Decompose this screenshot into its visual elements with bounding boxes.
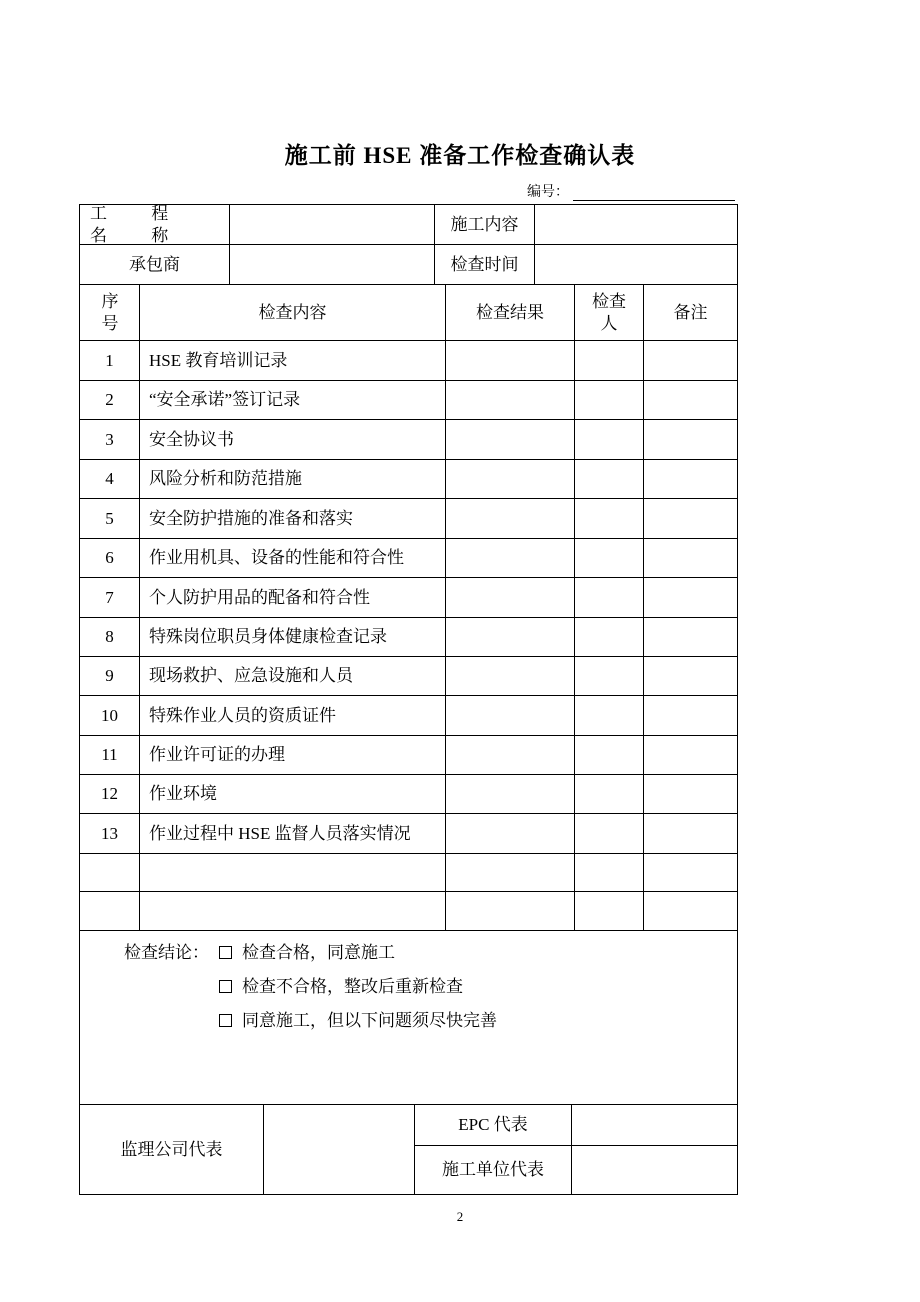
divider <box>79 891 738 892</box>
divider <box>574 284 575 930</box>
item-number: 2 <box>105 390 114 409</box>
column-header-no: 序号 <box>101 291 119 333</box>
item-number: 7 <box>105 587 114 607</box>
project-name-label: 工 程 名 称 <box>90 203 189 245</box>
item-number: 6 <box>105 548 114 567</box>
serial-number-blank[interactable] <box>573 185 735 201</box>
column-header-remarks: 备注 <box>673 302 708 322</box>
contractor-field[interactable] <box>230 245 434 284</box>
item-number: 13 <box>101 823 118 843</box>
item-number: 4 <box>105 469 114 488</box>
serial-number-field <box>527 181 735 201</box>
item-number: 10 <box>101 705 118 725</box>
item-content: 风险分析和防范措施 <box>149 469 302 488</box>
page-number: 2 <box>456 1209 464 1224</box>
item-content: 作业过程中 HSE 监督人员落实情况 <box>149 823 411 843</box>
form-title: 施工前 HSE 准备工作检查确认表 <box>284 143 636 168</box>
item-number: 9 <box>105 666 114 685</box>
item-content: 作业用机具、设备的性能和符合性 <box>149 548 404 567</box>
conclusion-label: 检查结论： <box>124 943 209 962</box>
divider <box>643 284 644 930</box>
item-number: 1 <box>105 350 114 370</box>
serial-number-label: 编号： <box>527 185 569 200</box>
construction-content-field[interactable] <box>535 205 737 244</box>
divider <box>445 284 446 930</box>
construction-content-label: 施工内容 <box>450 214 519 234</box>
project-name-field[interactable] <box>230 205 434 244</box>
supervisor-rep-signature[interactable] <box>264 1105 414 1194</box>
checkbox-icon[interactable] <box>219 946 232 959</box>
item-content: 个人防护用品的配备和符合性 <box>149 587 370 607</box>
conclusion-option-fail[interactable]: 检查不合格，整改后重新检查 <box>219 976 463 998</box>
item-number: 5 <box>105 508 114 528</box>
item-content: “安全承诺”签订记录 <box>149 390 301 409</box>
conclusion-option-pass[interactable]: 检查合格，同意施工 <box>219 942 395 964</box>
item-content: 安全协议书 <box>149 429 234 449</box>
item-number: 8 <box>105 627 114 646</box>
conclusion-option-conditional[interactable]: 同意施工，但以下问题须尽快完善 <box>219 1010 497 1032</box>
divider <box>79 853 738 854</box>
checkbox-icon[interactable] <box>219 980 232 993</box>
contractor-label: 承包商 <box>129 254 180 274</box>
item-content: 特殊作业人员的资质证件 <box>149 705 336 725</box>
construction-unit-rep-signature[interactable] <box>572 1146 737 1194</box>
inspection-time-field[interactable] <box>535 245 737 284</box>
item-number: 3 <box>105 429 114 449</box>
item-content: 作业环境 <box>149 784 217 803</box>
column-header-result: 检查结果 <box>476 302 544 322</box>
epc-rep-label: EPC 代表 <box>458 1115 528 1134</box>
construction-unit-rep-label: 施工单位代表 <box>442 1160 544 1179</box>
item-content: 现场救护、应急设施和人员 <box>149 666 353 685</box>
item-content: 特殊岗位职员身体健康检查记录 <box>149 627 387 646</box>
checkbox-icon[interactable] <box>219 1014 232 1027</box>
item-content: HSE 教育培训记录 <box>149 350 288 370</box>
epc-rep-signature[interactable] <box>572 1105 737 1145</box>
item-number: 11 <box>101 745 118 764</box>
item-content: 作业许可证的办理 <box>149 745 285 764</box>
divider <box>79 930 738 931</box>
inspection-time-label: 检查时间 <box>450 254 519 274</box>
supervisor-rep-label: 监理公司代表 <box>120 1139 223 1159</box>
column-header-content: 检查内容 <box>258 302 327 322</box>
item-content: 安全防护措施的准备和落实 <box>149 508 353 528</box>
item-number: 12 <box>101 784 118 803</box>
column-header-inspector: 检查人 <box>592 291 626 333</box>
